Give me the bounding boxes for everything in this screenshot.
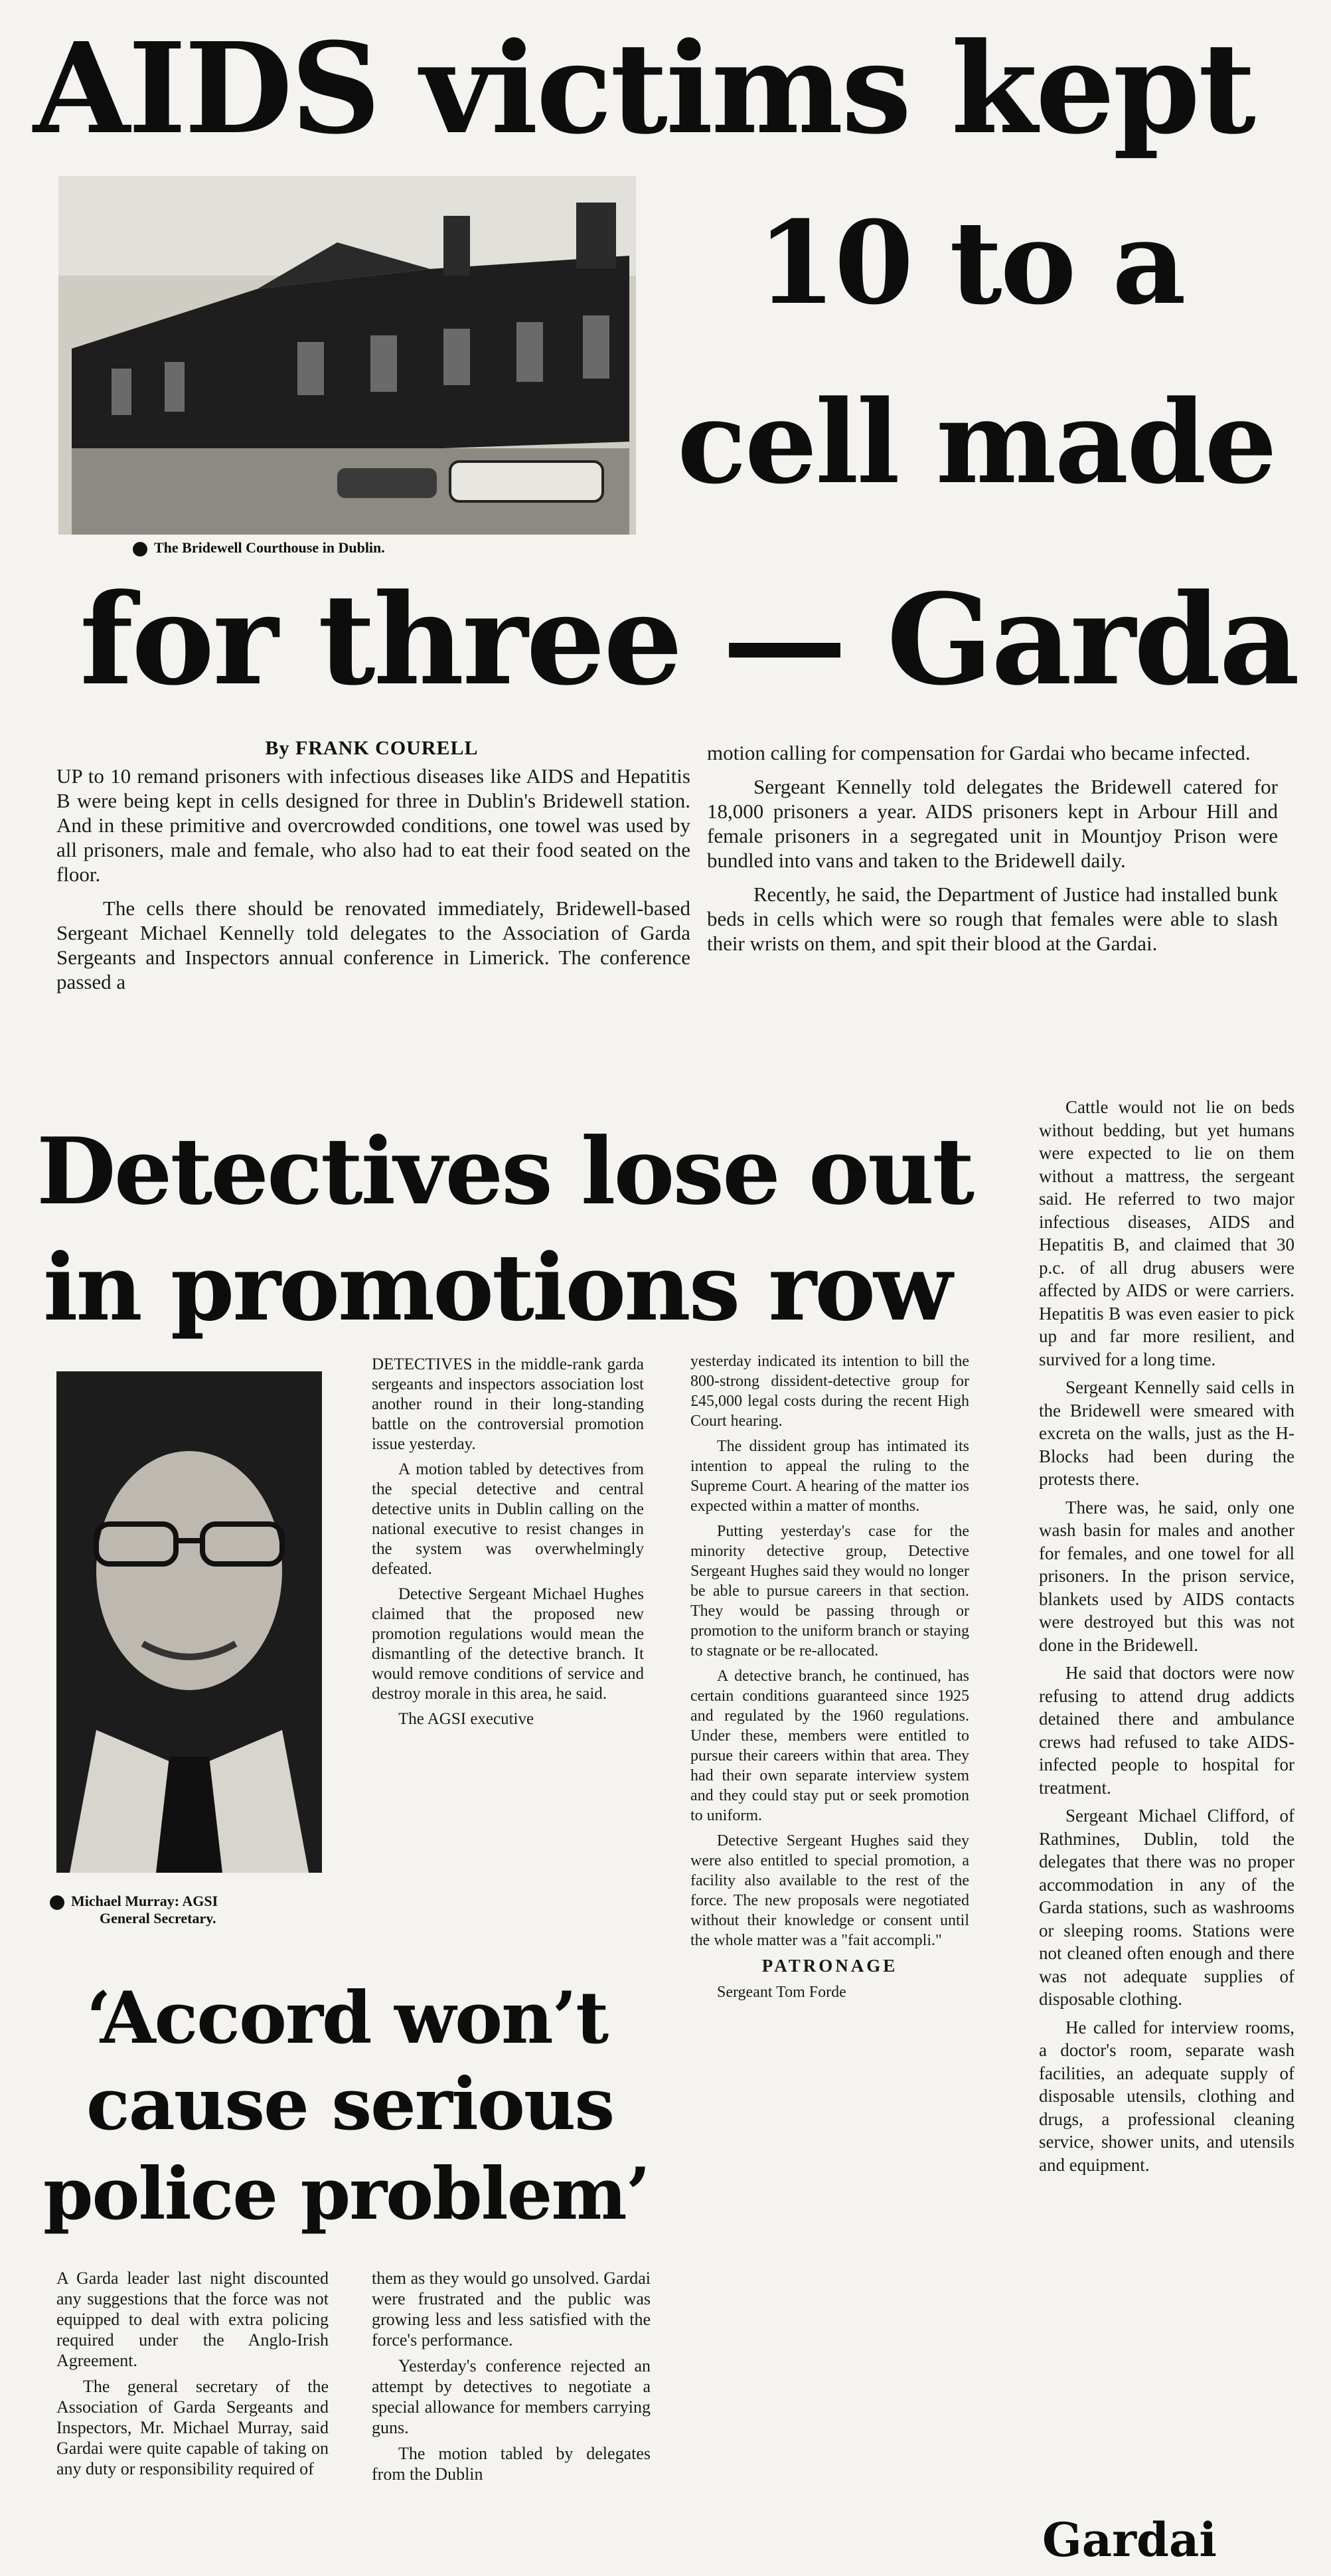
article2-col2-para: yesterday indicated its intention to bill the 800-strong dissident-detective group for £45,000 legal costs during the recent High Court hearing. — [690, 1353, 969, 1430]
article1-headline-line3: cell made — [677, 375, 1275, 509]
michael-murray-photo — [56, 1371, 322, 1873]
article2-column-1 — [372, 1355, 644, 1735]
article1-headline-line1: AIDS victims kept — [33, 15, 1254, 162]
article1-col1-para: UP to 10 remand prisoners with infectious diseases like AIDS and Hepatitis B were being kept in cells designed for three in Dublin's Bridewell station. And in these primitive and overcrowded conditions, one towel was used by all prisoners, male and female, who also had to eat their food seated on the floor. — [56, 764, 690, 886]
article3-headline-line2: cause serious — [86, 2063, 614, 2146]
article1-bottom-fragment: Gardai — [1042, 2512, 1217, 2567]
article1-col2-para: Sergeant Kennelly told delegates the Bridewell catered for 18,000 prisoners a year. AIDS prisoners kept in Arbour Hill and female prisoners in a segregated unit in Mountjoy Prison were bundled into vans and taken to the Bridewell daily. — [707, 775, 1278, 872]
article1-byline: By FRANK COURELL — [265, 737, 479, 759]
article2-headline-line1: Detectives lose out — [37, 1117, 973, 1225]
bridewell-courthouse-image — [58, 176, 636, 535]
article2-col1-para: DETECTIVES in the middle-rank garda sergeants and inspectors association lost another round in their long-standing battle on the controversial promotion issue yesterday. — [372, 1355, 644, 1453]
article2-col2-para: Putting yesterday's case for the minority detective group, Detective Sergeant Hughes said they would no longer be able to pursue careers in that section. They would be passing through or promotion to the uniform branch or staying to stagnate or be re-allocated. — [690, 1523, 969, 1660]
article1-col3-para: Sergeant Michael Clifford, of Rathmines, Dublin, told the delegates that there was no proper accommodation in any of the Garda stations, such as washrooms or sleeping rooms. Stations were not cleaned often enough and there was not adequate supplies of disposable clothing. — [1039, 1806, 1294, 2009]
article2-col2-tail: Sergeant Tom Forde — [717, 1984, 846, 2001]
article2-photo-caption-line2: General Secretary. — [100, 1910, 216, 1927]
article2-col2-para: The dissident group has intimated its intention to appeal the ruling to the Supreme Court. A hearing of the matter ios expected within a matter of months. — [690, 1438, 969, 1515]
article3-col2-para: them as they would go unsolved. Gardai were frustrated and the public was growing less and less satisfied with the force's performance. — [372, 2269, 651, 2350]
article1-col3-para: Cattle would not lie on beds without bedding, but yet humans were expected to lie on them without a mattress, the sergeant said. He referred to two major infectious diseases, AIDS and Hepatitis B, and claimed that 30 p.c. of all drug abusers were affected by AIDS or were carriers. Hepatitis B was even easier to pick up and far more resilient, and survived for a long time. — [1039, 1097, 1294, 1369]
article2-subhead: PATRONAGE — [761, 1956, 898, 1976]
article3-headline-line3: police problem’ — [43, 2152, 650, 2236]
article1-headline-line2: 10 to a — [757, 195, 1184, 330]
article3-headline-line1: ‘Accord won’t — [86, 1976, 608, 2060]
article2-col1-para: A motion tabled by detectives from the special detective and central detective units in Dublin calling on the national executive to resist changes in the system was overwhelmingly defeated. — [372, 1460, 644, 1578]
article3-column-2 — [372, 2268, 651, 2490]
article2-col1-para: The AGSI executive — [398, 1710, 534, 1728]
article2-headline-line2: in promotions row — [43, 1233, 951, 1341]
article2-col1-para: Detective Sergeant Michael Hughes claimed that the proposed new promotion regulations would mean the dismantling of the detective branch. It would remove conditions of service and destroy morale in this area, he said. — [372, 1585, 644, 1703]
article3-col2-para: Yesterday's conference rejected an attempt by detectives to negotiate a special allowance for members carrying guns. — [372, 2356, 651, 2437]
article2-col2-para: A detective branch, he continued, has certain conditions guaranteed since 1925 and regulated by the 1960 regulations. Under these, members were entitled to pursue their careers within that area. They had their own separate interview system and they could stay put or seek promotion to uniform. — [690, 1668, 969, 1824]
article3-col1-para: The general secretary of the Association of Garda Sergeants and Inspectors, Mr. Michael Murray, said Gardai were quite capable of taking on any duty or responsibility required of — [56, 2377, 329, 2478]
article1-column-2 — [707, 740, 1278, 965]
article3-col2-para: The motion tabled by delegates from the Dublin — [372, 2444, 651, 2484]
article1-col2-para: motion calling for compensation for Gardai who became infected. — [707, 741, 1251, 764]
article1-photo-caption-text: The Bridewell Courthouse in Dublin. — [154, 539, 385, 556]
article1-col3-para: He said that doctors were now refusing to attend drug addicts detained there and ambulance crews had refused to take AIDS-infected people to hospital for treatment. — [1039, 1663, 1294, 1798]
article1-column-1 — [56, 764, 690, 1003]
article1-col3-para: There was, he said, only one wash basin for males and another for females, and one towel for all prisoners. In the prison service, blankets used by AIDS contacts were destroyed but this was not done in the Bridewell. — [1039, 1497, 1294, 1655]
article2-col2-para: Detective Sergeant Hughes said they were also entitled to special promotion, a facility also available to the rest of the force. The new proposals were negotiated without their knowledge or consent until the whole matter was a "fait accompli." — [690, 1832, 969, 1949]
article1-col3-para: Sergeant Kennelly said cells in the Bridewell were smeared with excreta on the walls, just as the H-Blocks had been during the protests there. — [1039, 1377, 1294, 1489]
michael-murray-portrait — [56, 1371, 322, 1873]
article2-photo-caption — [50, 1893, 218, 1927]
article1-col3-para: He called for interview rooms, a doctor's room, separate wash facilities, an adequate supply of disposable utensils, clothing and drugs, a professional cleaning service, shower units, and utensils and equipment. — [1039, 2017, 1294, 2175]
article3-col1-para: A Garda leader last night discounted any suggestions that the force was not equipped to deal with extra policing required under the Anglo-Irish Agreement. — [56, 2269, 329, 2370]
article3-column-1 — [56, 2268, 329, 2484]
article1-col1-para: The cells there should be renovated immediately, Bridewell-based Sergeant Michael Kennelly told delegates to the Association of Garda Sergeants and Inspectors annual conference in Limerick. The conference passed a — [56, 897, 690, 993]
article1-photo-caption — [133, 539, 385, 557]
article2-column-2 — [690, 1351, 969, 2008]
article2-photo-caption-line1: Michael Murray: AGSI — [71, 1893, 218, 1909]
article1-col2-para: Recently, he said, the Department of Justice had installed bunk beds in cells which were so rough that females were able to slash their wrists on them, and spit their blood at the Gardai. — [707, 883, 1278, 955]
bridewell-courthouse-photo — [58, 176, 636, 535]
article1-headline-line4: for three — Garda — [80, 566, 1298, 713]
article1-column-3 — [1039, 1096, 1294, 2182]
